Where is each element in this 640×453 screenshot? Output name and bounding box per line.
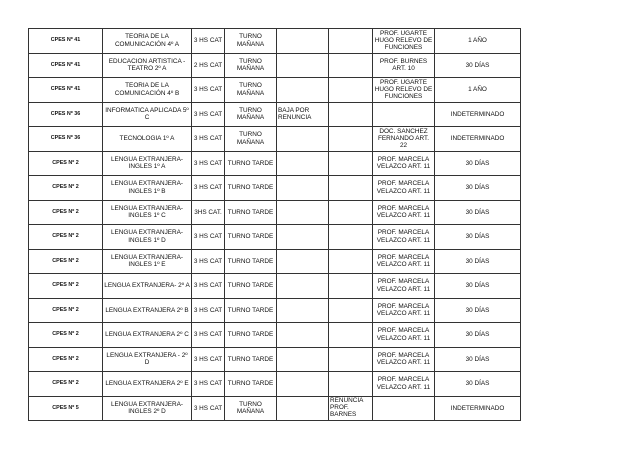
- table-row: [29, 29, 521, 54]
- reason-cell: [277, 151, 329, 176]
- shift-cell: TURNO TARDE: [225, 200, 277, 225]
- table-row: [29, 225, 521, 250]
- school-cell: CPES Nº 2: [29, 151, 103, 176]
- hours-cell: 3 HS CAT: [192, 225, 225, 250]
- table-row: [29, 151, 521, 176]
- school-cell: CPES Nº 41: [29, 78, 103, 103]
- subject-cell: LENGUA EXTRANJERA-INGLES 2º D: [103, 396, 192, 421]
- school-cell: CPES Nº 2: [29, 347, 103, 372]
- notes-cell: [329, 151, 373, 176]
- hours-cell: 3 HS CAT: [192, 127, 225, 152]
- shift-cell: TURNO TARDE: [225, 176, 277, 201]
- duration-cell: 30 DÍAS: [435, 151, 521, 176]
- notes-cell: [329, 274, 373, 299]
- teacher-cell: PROF. MARCELA VELAZCO ART. 11: [373, 249, 435, 274]
- reason-cell: [277, 298, 329, 323]
- reason-cell: BAJA POR RENUNCIA: [277, 102, 329, 127]
- notes-cell: RENUNCIA PROF. BARNES: [329, 396, 373, 421]
- teacher-cell: PROF. MARCELA VELAZCO ART. 11: [373, 274, 435, 299]
- subject-cell: LENGUA EXTRANJERA 2º E: [103, 372, 192, 397]
- table-row: [29, 298, 521, 323]
- shift-cell: TURNO TARDE: [225, 323, 277, 348]
- reason-cell: [277, 200, 329, 225]
- school-cell: CPES Nº 2: [29, 176, 103, 201]
- subject-cell: LENGUA EXTRANJERA-INGLES 1º A: [103, 151, 192, 176]
- reason-cell: [277, 53, 329, 78]
- shift-cell: TURNO TARDE: [225, 274, 277, 299]
- notes-cell: [329, 225, 373, 250]
- subject-cell: LENGUA EXTRANJERA-INGLES 1º E: [103, 249, 192, 274]
- notes-cell: [329, 372, 373, 397]
- teacher-cell: PROF. MARCELA VELAZCO ART. 11: [373, 225, 435, 250]
- school-cell: CPES Nº 36: [29, 102, 103, 127]
- hours-cell: 3 HS CAT: [192, 372, 225, 397]
- shift-cell: TURNO TARDE: [225, 249, 277, 274]
- reason-cell: [277, 323, 329, 348]
- shift-cell: TURNO TARDE: [225, 347, 277, 372]
- hours-cell: 3 HS CAT: [192, 249, 225, 274]
- duration-cell: 30 DÍAS: [435, 298, 521, 323]
- reason-cell: [277, 347, 329, 372]
- school-cell: CPES Nº 2: [29, 225, 103, 250]
- teacher-cell: PROF. UGARTE HUGO RELEVO DE FUNCIONES: [373, 78, 435, 103]
- table-row: [29, 200, 521, 225]
- duration-cell: INDETERMINADO: [435, 127, 521, 152]
- shift-cell: TURNO TARDE: [225, 151, 277, 176]
- teacher-cell: PROF. MARCELA VELAZCO ART. 11: [373, 347, 435, 372]
- table-row: [29, 372, 521, 397]
- subject-cell: LENGUA EXTRANJERA-INGLES 1º B: [103, 176, 192, 201]
- shift-cell: TURNO MAÑANA: [225, 127, 277, 152]
- teacher-cell: [373, 396, 435, 421]
- hours-cell: 3 HS CAT: [192, 151, 225, 176]
- vacancy-table-body: [29, 29, 521, 421]
- teacher-cell: PROF. UGARTE HUGO RELEVO DE FUNCIONES: [373, 29, 435, 54]
- hours-cell: 3 HS CAT: [192, 102, 225, 127]
- reason-cell: [277, 29, 329, 54]
- subject-cell: LENGUA EXTRANJERA-INGLES 1º C: [103, 200, 192, 225]
- table-row: [29, 249, 521, 274]
- hours-cell: 3 HS CAT: [192, 347, 225, 372]
- table-row: [29, 127, 521, 152]
- subject-cell: LENGUA EXTRANJERA 2º B: [103, 298, 192, 323]
- duration-cell: 30 DÍAS: [435, 347, 521, 372]
- subject-cell: EDUCACION ARTISTICA - TEATRO 2º A: [103, 53, 192, 78]
- table-row: [29, 274, 521, 299]
- subject-cell: INFORMATICA APLICADA 5º C: [103, 102, 192, 127]
- subject-cell: LENGUA EXTRANJERA- 2º A: [103, 274, 192, 299]
- duration-cell: 1 AÑO: [435, 29, 521, 54]
- table-row: [29, 102, 521, 127]
- duration-cell: 30 DÍAS: [435, 53, 521, 78]
- hours-cell: 2 HS CAT: [192, 53, 225, 78]
- school-cell: CPES Nº 2: [29, 298, 103, 323]
- reason-cell: [277, 127, 329, 152]
- table-row: [29, 53, 521, 78]
- teacher-cell: PROF. MARCELA VELAZCO ART. 11: [373, 323, 435, 348]
- teacher-cell: [373, 102, 435, 127]
- vacancy-table: [28, 28, 521, 421]
- notes-cell: [329, 78, 373, 103]
- hours-cell: 3 HS CAT: [192, 396, 225, 421]
- shift-cell: TURNO MAÑANA: [225, 53, 277, 78]
- shift-cell: TURNO MAÑANA: [225, 78, 277, 103]
- school-cell: CPES Nº 2: [29, 200, 103, 225]
- hours-cell: 3 HS CAT: [192, 176, 225, 201]
- table-row: [29, 323, 521, 348]
- school-cell: CPES Nº 41: [29, 53, 103, 78]
- table-row: [29, 176, 521, 201]
- duration-cell: 1 AÑO: [435, 78, 521, 103]
- hours-cell: 3 HS CAT: [192, 323, 225, 348]
- shift-cell: TURNO TARDE: [225, 298, 277, 323]
- school-cell: CPES Nº 2: [29, 372, 103, 397]
- subject-cell: TEORIA DE LA COMUNICACIÓN 4º B: [103, 78, 192, 103]
- subject-cell: LENGUA EXTRANJERA 2º C: [103, 323, 192, 348]
- duration-cell: 30 DÍAS: [435, 372, 521, 397]
- notes-cell: [329, 53, 373, 78]
- teacher-cell: PROF. MARCELA VELAZCO ART. 11: [373, 176, 435, 201]
- notes-cell: [329, 176, 373, 201]
- duration-cell: 30 DÍAS: [435, 200, 521, 225]
- shift-cell: TURNO MAÑANA: [225, 102, 277, 127]
- subject-cell: TECNOLOGIA 1º A: [103, 127, 192, 152]
- teacher-cell: DOC. SANCHEZ FERNANDO ART. 22: [373, 127, 435, 152]
- reason-cell: [277, 274, 329, 299]
- notes-cell: [329, 347, 373, 372]
- table-row: [29, 396, 521, 421]
- hours-cell: 3 HS CAT: [192, 298, 225, 323]
- notes-cell: [329, 102, 373, 127]
- teacher-cell: PROF. BURNES ART. 10: [373, 53, 435, 78]
- notes-cell: [329, 298, 373, 323]
- hours-cell: 3 HS CAT: [192, 29, 225, 54]
- hours-cell: 3 HS CAT: [192, 274, 225, 299]
- duration-cell: 30 DÍAS: [435, 274, 521, 299]
- subject-cell: LENGUA EXTRANJERA-INGLES 1º D: [103, 225, 192, 250]
- school-cell: CPES Nº 41: [29, 29, 103, 54]
- teacher-cell: PROF. MARCELA VELAZCO ART. 11: [373, 200, 435, 225]
- school-cell: CPES Nº 5: [29, 396, 103, 421]
- table-row: [29, 78, 521, 103]
- subject-cell: TEORIA DE LA COMUNICACIÓN 4º A: [103, 29, 192, 54]
- school-cell: CPES Nº 2: [29, 323, 103, 348]
- table-row: [29, 347, 521, 372]
- shift-cell: TURNO TARDE: [225, 225, 277, 250]
- duration-cell: INDETERMINADO: [435, 102, 521, 127]
- reason-cell: [277, 78, 329, 103]
- notes-cell: [329, 127, 373, 152]
- school-cell: CPES Nº 2: [29, 249, 103, 274]
- hours-cell: 3HS CAT.: [192, 200, 225, 225]
- school-cell: CPES Nº 36: [29, 127, 103, 152]
- shift-cell: TURNO TARDE: [225, 372, 277, 397]
- notes-cell: [329, 29, 373, 54]
- teacher-cell: PROF. MARCELA VELAZCO ART. 11: [373, 298, 435, 323]
- reason-cell: [277, 249, 329, 274]
- shift-cell: TURNO MAÑANA: [225, 396, 277, 421]
- hours-cell: 3 HS CAT: [192, 78, 225, 103]
- teacher-cell: PROF. MARCELA VELAZCO ART. 11: [373, 151, 435, 176]
- shift-cell: TURNO MAÑANA: [225, 29, 277, 54]
- subject-cell: LENGUA EXTRANJERA - 2º D: [103, 347, 192, 372]
- school-cell: CPES Nº 2: [29, 274, 103, 299]
- duration-cell: 30 DÍAS: [435, 225, 521, 250]
- notes-cell: [329, 249, 373, 274]
- teacher-cell: PROF. MARCELA VELAZCO ART. 11: [373, 372, 435, 397]
- duration-cell: 30 DÍAS: [435, 249, 521, 274]
- reason-cell: [277, 176, 329, 201]
- reason-cell: [277, 396, 329, 421]
- duration-cell: 30 DÍAS: [435, 323, 521, 348]
- duration-cell: 30 DÍAS: [435, 176, 521, 201]
- duration-cell: INDETERMINADO: [435, 396, 521, 421]
- reason-cell: [277, 225, 329, 250]
- notes-cell: [329, 200, 373, 225]
- reason-cell: [277, 372, 329, 397]
- notes-cell: [329, 323, 373, 348]
